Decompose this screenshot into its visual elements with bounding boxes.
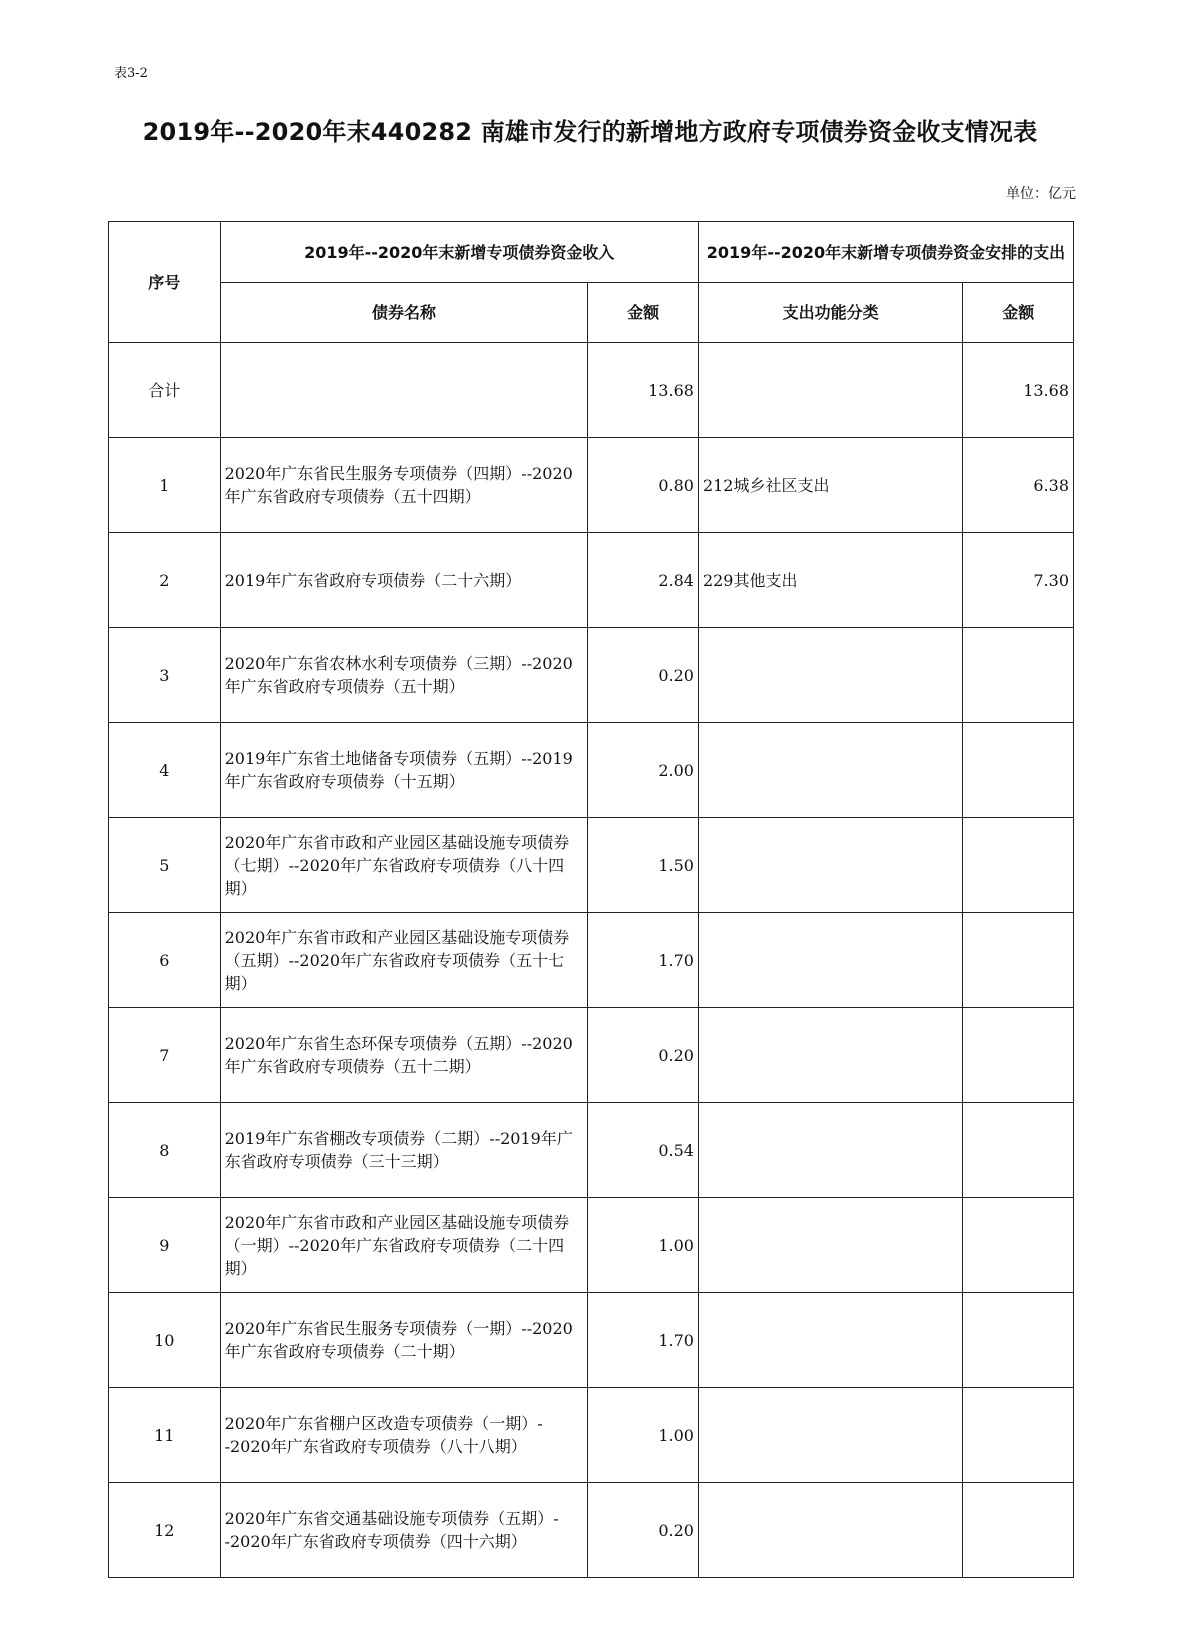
row-income-amount: 1.00 [588,1198,699,1293]
row-expense-amount: 7.30 [963,533,1074,628]
header-seq: 序号 [109,222,221,343]
bond-fund-table [108,221,1074,1578]
header-income-group: 2019年--2020年末新增专项债券资金收入 [220,222,698,283]
row-bond-name: 2020年广东省市政和产业园区基础设施专项债券（一期）--2020年广东省政府专项债券（二十四期） [220,1198,588,1293]
row-function-class [698,913,962,1008]
row-seq: 12 [109,1483,221,1578]
row-function-class [698,818,962,913]
table-number-label: 表3-2 [114,66,148,81]
page-title: 2019年--2020年末440282 南雄市发行的新增地方政府专项债券资金收支情况表 [142,118,1038,146]
total-expense-amount: 13.68 [963,343,1074,438]
row-bond-name: 2020年广东省民生服务专项债券（四期）--2020年广东省政府专项债券（五十四期） [220,438,588,533]
row-seq: 8 [109,1103,221,1198]
row-bond-name: 2020年广东省棚户区改造专项债券（一期）--2020年广东省政府专项债券（八十八期） [220,1388,588,1483]
row-income-amount: 0.54 [588,1103,699,1198]
table-row [109,1198,1074,1293]
total-label: 合计 [109,343,221,438]
row-seq: 5 [109,818,221,913]
table-row [109,628,1074,723]
row-seq: 6 [109,913,221,1008]
row-expense-amount: 6.38 [963,438,1074,533]
row-income-amount: 0.80 [588,438,699,533]
table-row [109,818,1074,913]
row-income-amount: 1.00 [588,1388,699,1483]
row-function-class [698,628,962,723]
row-expense-amount [963,723,1074,818]
row-income-amount: 1.70 [588,913,699,1008]
row-income-amount: 2.84 [588,533,699,628]
table-row [109,723,1074,818]
row-expense-amount [963,818,1074,913]
header-bond-name: 债券名称 [220,283,588,343]
header-expense-group: 2019年--2020年末新增专项债券资金安排的支出 [698,222,1073,283]
total-bond-name-cell [220,343,588,438]
row-bond-name: 2019年广东省政府专项债券（二十六期） [220,533,588,628]
table-row [109,1008,1074,1103]
table-row [109,1293,1074,1388]
row-function-class [698,1293,962,1388]
row-seq: 2 [109,533,221,628]
table-row [109,1483,1074,1578]
table-row [109,913,1074,1008]
row-function-class: 229其他支出 [698,533,962,628]
row-seq: 9 [109,1198,221,1293]
row-function-class [698,1388,962,1483]
total-function-cell [698,343,962,438]
row-function-class [698,1008,962,1103]
row-income-amount: 2.00 [588,723,699,818]
row-bond-name: 2020年广东省农林水利专项债券（三期）--2020年广东省政府专项债券（五十期） [220,628,588,723]
row-bond-name: 2020年广东省交通基础设施专项债券（五期）--2020年广东省政府专项债券（四十六期） [220,1483,588,1578]
row-income-amount: 0.20 [588,628,699,723]
row-expense-amount [963,1293,1074,1388]
header-income-amount: 金额 [588,283,699,343]
row-seq: 11 [109,1388,221,1483]
row-function-class: 212城乡社区支出 [698,438,962,533]
row-expense-amount [963,628,1074,723]
table-row [109,533,1074,628]
header-row-2 [109,283,1074,343]
row-bond-name: 2020年广东省民生服务专项债券（一期）--2020年广东省政府专项债券（二十期） [220,1293,588,1388]
row-bond-name: 2020年广东省生态环保专项债券（五期）--2020年广东省政府专项债券（五十二期） [220,1008,588,1103]
header-expense-amount: 金额 [963,283,1074,343]
row-function-class [698,1103,962,1198]
row-seq: 7 [109,1008,221,1103]
table-row [109,438,1074,533]
row-function-class [698,723,962,818]
header-row-1 [109,222,1074,283]
table-row [109,1103,1074,1198]
row-function-class [698,1483,962,1578]
row-bond-name: 2020年广东省市政和产业园区基础设施专项债券（七期）--2020年广东省政府专项债券（八十四期） [220,818,588,913]
unit-label: 单位：亿元 [1006,186,1076,202]
total-row [109,343,1074,438]
total-income-amount: 13.68 [588,343,699,438]
row-expense-amount [963,1198,1074,1293]
row-expense-amount [963,913,1074,1008]
row-bond-name: 2020年广东省市政和产业园区基础设施专项债券（五期）--2020年广东省政府专项债券（五十七期） [220,913,588,1008]
row-income-amount: 1.50 [588,818,699,913]
row-income-amount: 0.20 [588,1483,699,1578]
row-expense-amount [963,1483,1074,1578]
row-income-amount: 0.20 [588,1008,699,1103]
row-function-class [698,1198,962,1293]
row-seq: 1 [109,438,221,533]
row-income-amount: 1.70 [588,1293,699,1388]
row-bond-name: 2019年广东省棚改专项债券（二期）--2019年广东省政府专项债券（三十三期） [220,1103,588,1198]
row-expense-amount [963,1103,1074,1198]
row-bond-name: 2019年广东省土地储备专项债券（五期）--2019年广东省政府专项债券（十五期） [220,723,588,818]
row-expense-amount [963,1388,1074,1483]
table-row [109,1388,1074,1483]
row-seq: 10 [109,1293,221,1388]
header-function-class: 支出功能分类 [698,283,962,343]
row-expense-amount [963,1008,1074,1103]
row-seq: 4 [109,723,221,818]
row-seq: 3 [109,628,221,723]
